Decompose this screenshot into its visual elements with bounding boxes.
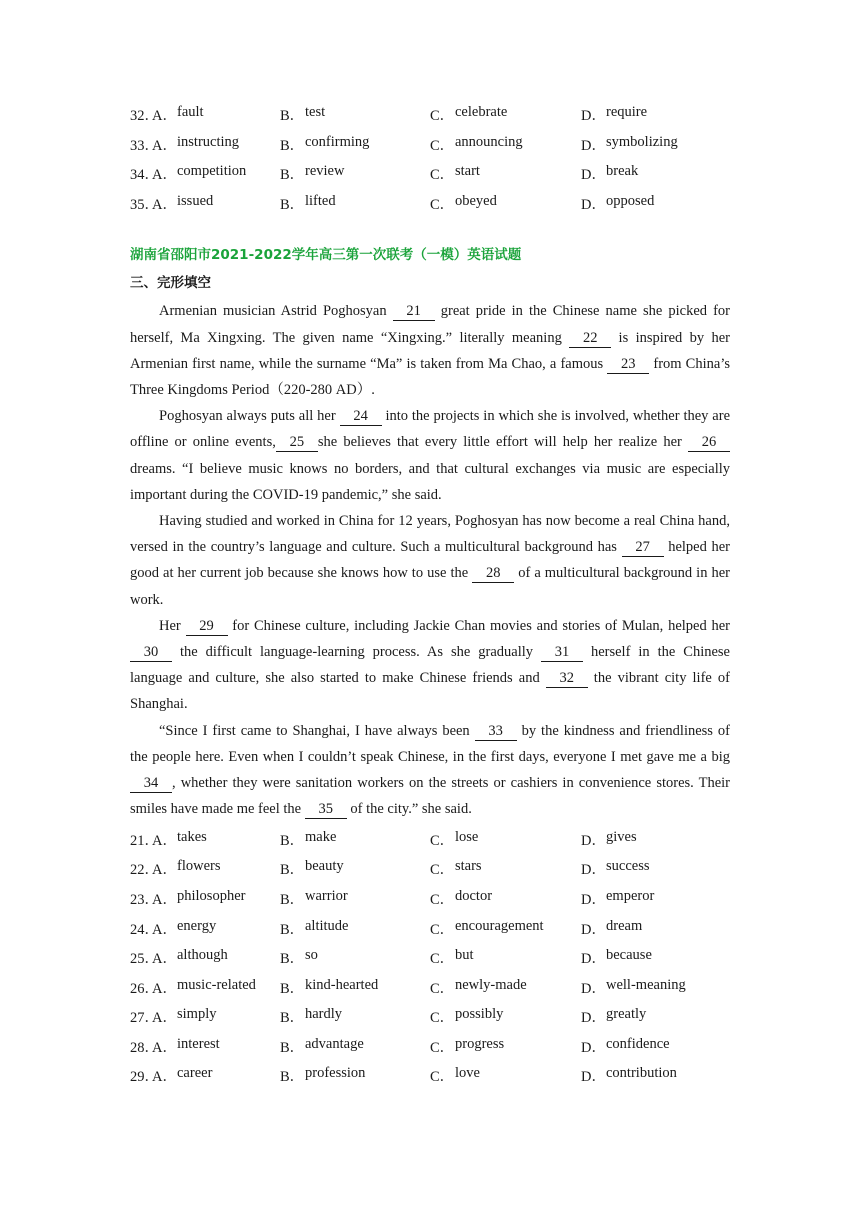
option-word: test <box>305 104 326 121</box>
option-row <box>130 1032 730 1062</box>
option-d <box>581 1006 721 1027</box>
option-b <box>280 947 430 968</box>
option-c <box>430 1006 581 1027</box>
text-run: of the city.” she said. <box>346 801 472 818</box>
option-word: stars <box>455 858 482 875</box>
option-b <box>280 888 430 909</box>
option-b <box>280 829 430 850</box>
option-a <box>152 858 280 879</box>
option-c <box>430 888 581 909</box>
option-c <box>430 977 581 998</box>
option-letter: D． <box>581 1069 606 1086</box>
option-b <box>280 918 430 939</box>
option-d <box>581 918 721 939</box>
option-row <box>130 884 730 914</box>
question-number: 22． <box>130 862 159 879</box>
option-row <box>130 972 730 1002</box>
option-word: warrior <box>305 887 348 904</box>
option-letter: C． <box>430 108 455 125</box>
text-run: Her <box>159 617 186 634</box>
option-a <box>152 193 280 214</box>
option-letter: D． <box>581 1010 606 1027</box>
blank-23: 23 <box>607 355 649 374</box>
option-letter: B． <box>280 951 305 968</box>
option-row <box>130 824 730 854</box>
option-word: although <box>177 947 228 964</box>
option-word: lifted <box>305 193 336 210</box>
option-b <box>280 104 430 125</box>
question-number: 34． <box>130 167 159 184</box>
option-letter: A． <box>152 108 177 125</box>
blank-21: 21 <box>393 302 435 321</box>
text-run: into the projects in which she is involved, whether they are offline or online events, <box>130 408 730 451</box>
option-word: competition <box>177 163 247 180</box>
text-run: great pride in the Chinese name she picked for herself, Ma Xingxing. The given name “Xingxing.” literally meaning <box>130 303 730 346</box>
option-a <box>152 1065 280 1086</box>
option-d <box>581 193 721 214</box>
option-letter: D． <box>581 137 606 154</box>
option-letter: D． <box>581 1039 606 1056</box>
options-list-top <box>130 100 730 218</box>
option-word: celebrate <box>455 104 508 121</box>
question-number: 27． <box>130 1010 159 1027</box>
option-b <box>280 1065 430 1086</box>
option-letter: C． <box>430 1039 455 1056</box>
paragraph-4 <box>130 613 730 718</box>
option-d <box>581 104 721 125</box>
paragraph-3 <box>130 508 730 613</box>
option-word: profession <box>305 1065 366 1082</box>
option-word: advantage <box>305 1035 364 1052</box>
option-letter: C． <box>430 980 455 997</box>
option-word: gives <box>606 828 637 845</box>
option-word: make <box>305 828 337 845</box>
option-word: start <box>455 163 480 180</box>
option-word: because <box>606 947 652 964</box>
question-number: 33． <box>130 137 159 154</box>
option-a <box>152 947 280 968</box>
text-run: “Since I first came to Shanghai, I have always been <box>159 722 475 739</box>
document-page <box>130 100 730 1091</box>
option-letter: B． <box>280 862 305 879</box>
option-c <box>430 1065 581 1086</box>
text-run: by the kindness and friendliness of the people here. Even when I couldn’t speak Chinese, in the first days, everyone I met gave me a big <box>130 722 730 765</box>
blank-34: 34 <box>130 774 172 793</box>
paragraph-2 <box>130 403 730 508</box>
option-letter: C． <box>430 1010 455 1027</box>
option-a <box>152 918 280 939</box>
option-word: instructing <box>177 133 240 150</box>
option-word: hardly <box>305 1006 343 1023</box>
option-a <box>152 1006 280 1027</box>
option-d <box>581 947 721 968</box>
option-word: fault <box>177 104 204 121</box>
option-letter: C． <box>430 197 455 214</box>
option-word: possibly <box>455 1006 504 1023</box>
blank-25: 25 <box>276 433 318 452</box>
option-letter: A． <box>152 891 177 908</box>
option-word: well-meaning <box>606 976 686 993</box>
blank-28: 28 <box>472 564 514 583</box>
options-list-bottom <box>130 824 730 1090</box>
option-letter: B． <box>280 891 305 908</box>
paragraph-1 <box>130 298 730 403</box>
option-letter: C． <box>430 1069 455 1086</box>
option-letter: C． <box>430 167 455 184</box>
option-c <box>430 858 581 879</box>
option-word: symbolizing <box>606 133 678 150</box>
option-b <box>280 1006 430 1027</box>
option-word: obeyed <box>455 193 497 210</box>
blank-30: 30 <box>130 643 172 662</box>
option-b <box>280 858 430 879</box>
question-number: 29． <box>130 1069 159 1086</box>
option-letter: D． <box>581 921 606 938</box>
option-row <box>130 1061 730 1091</box>
blank-32: 32 <box>546 669 588 688</box>
option-letter: C． <box>430 891 455 908</box>
option-b <box>280 1036 430 1057</box>
option-word: newly-made <box>455 976 527 993</box>
option-word: opposed <box>606 193 655 210</box>
option-row <box>130 189 730 219</box>
option-a <box>152 1036 280 1057</box>
option-row <box>130 159 730 189</box>
option-word: kind-hearted <box>305 976 379 993</box>
option-letter: A． <box>152 951 177 968</box>
question-number: 23． <box>130 891 159 908</box>
option-letter: B． <box>280 980 305 997</box>
option-word: success <box>606 858 650 875</box>
option-d <box>581 163 721 184</box>
option-a <box>152 829 280 850</box>
option-letter: B． <box>280 921 305 938</box>
text-run: is inspired by her Armenian first name, while the surname “Ma” is taken from Ma Chao, a famous <box>130 329 731 372</box>
blank-22: 22 <box>569 329 611 348</box>
option-c <box>430 163 581 184</box>
question-number: 28． <box>130 1039 159 1056</box>
option-letter: B． <box>280 137 305 154</box>
text-run: the difficult language-learning process. As she gradually <box>172 644 541 661</box>
option-letter: C． <box>430 951 455 968</box>
option-letter: D． <box>581 197 606 214</box>
option-letter: D． <box>581 167 606 184</box>
option-a <box>152 888 280 909</box>
option-letter: B． <box>280 1069 305 1086</box>
option-word: music-related <box>177 976 256 993</box>
option-letter: D． <box>581 891 606 908</box>
option-b <box>280 977 430 998</box>
option-letter: A． <box>152 1039 177 1056</box>
option-letter: C． <box>430 921 455 938</box>
option-row <box>130 854 730 884</box>
option-letter: C． <box>430 137 455 154</box>
option-word: issued <box>177 193 214 210</box>
option-word: flowers <box>177 858 221 875</box>
option-row <box>130 913 730 943</box>
question-number: 21． <box>130 832 159 849</box>
option-word: confirming <box>305 133 370 150</box>
blank-35: 35 <box>305 800 347 819</box>
text-run: dreams. “I believe music knows no borders, and that cultural exchanges via music are especially important during the COVID-19 pandemic,” she said. <box>130 460 730 503</box>
option-letter: A． <box>152 862 177 879</box>
text-run: Armenian musician Astrid Poghosyan <box>159 303 393 320</box>
option-a <box>152 163 280 184</box>
option-c <box>430 918 581 939</box>
option-letter: D． <box>581 951 606 968</box>
option-word: dream <box>606 917 643 934</box>
blank-24: 24 <box>340 407 382 426</box>
option-word: interest <box>177 1035 220 1052</box>
option-word: takes <box>177 828 207 845</box>
option-a <box>152 977 280 998</box>
option-c <box>430 134 581 155</box>
option-letter: C． <box>430 832 455 849</box>
option-letter: A． <box>152 137 177 154</box>
option-letter: B． <box>280 1039 305 1056</box>
text-run: Having studied and worked in China for 12 years, Poghosyan has now become a real China hand, versed in the country’s language and culture. Such a multicultural background has <box>130 513 730 556</box>
text-run: , whether they were sanitation workers on the streets or cashiers in convenience stores. Their smiles have made me feel the <box>130 775 730 818</box>
option-c <box>430 1036 581 1057</box>
option-word: career <box>177 1065 213 1082</box>
text-run: helped her good at her current job because she knows how to use the <box>130 539 730 582</box>
option-word: so <box>305 947 318 964</box>
option-word: encouragement <box>455 917 544 934</box>
option-a <box>152 104 280 125</box>
question-number: 32． <box>130 108 159 125</box>
option-letter: B． <box>280 832 305 849</box>
option-letter: D． <box>581 108 606 125</box>
option-letter: A． <box>152 832 177 849</box>
option-word: beauty <box>305 858 344 875</box>
blank-33: 33 <box>475 722 517 741</box>
paragraph-5 <box>130 718 730 823</box>
option-letter: D． <box>581 832 606 849</box>
question-number: 26． <box>130 980 159 997</box>
option-row <box>130 100 730 130</box>
question-number: 35． <box>130 197 159 214</box>
text-run: of a multicultural background in her work. <box>130 565 730 608</box>
cloze-passage <box>130 298 730 822</box>
source-title: 湖南省邵阳市2021-2022学年高三第一次联考（一模）英语试题 <box>130 247 522 264</box>
option-letter: D． <box>581 980 606 997</box>
option-word: require <box>606 104 648 121</box>
option-letter: B． <box>280 197 305 214</box>
option-c <box>430 947 581 968</box>
option-letter: B． <box>280 108 305 125</box>
option-letter: A． <box>152 167 177 184</box>
option-word: energy <box>177 917 217 934</box>
option-c <box>430 193 581 214</box>
option-letter: B． <box>280 167 305 184</box>
option-letter: A． <box>152 980 177 997</box>
text-run: she believes that every little effort will help her realize her <box>317 434 688 451</box>
option-d <box>581 829 721 850</box>
option-letter: B． <box>280 1010 305 1027</box>
option-word: love <box>455 1065 480 1082</box>
blank-26: 26 <box>688 433 730 452</box>
option-d <box>581 1036 721 1057</box>
option-word: greatly <box>606 1006 647 1023</box>
text-run: Poghosyan always puts all her <box>159 408 340 425</box>
option-d <box>581 888 721 909</box>
blank-31: 31 <box>541 643 583 662</box>
option-letter: C． <box>430 862 455 879</box>
option-row <box>130 943 730 973</box>
option-c <box>430 104 581 125</box>
question-number: 25． <box>130 951 159 968</box>
option-b <box>280 163 430 184</box>
option-word: review <box>305 163 345 180</box>
option-letter: A． <box>152 921 177 938</box>
option-word: progress <box>455 1035 505 1052</box>
option-word: but <box>455 947 474 964</box>
option-word: lose <box>455 828 479 845</box>
option-word: break <box>606 163 639 180</box>
section-title: 三、完形填空 <box>130 275 211 292</box>
option-letter: A． <box>152 1010 177 1027</box>
option-row <box>130 1002 730 1032</box>
option-letter: D． <box>581 862 606 879</box>
text-run: for Chinese culture, including Jackie Chan movies and stories of Mulan, helped her <box>227 617 730 634</box>
option-d <box>581 1065 721 1086</box>
option-word: emperor <box>606 887 655 904</box>
option-d <box>581 858 721 879</box>
option-word: doctor <box>455 887 493 904</box>
option-b <box>280 193 430 214</box>
blank-27: 27 <box>622 538 664 557</box>
option-row <box>130 130 730 160</box>
text-run: herself in the Chinese language and culture, she also started to make Chinese friends and <box>130 644 730 687</box>
blank-29: 29 <box>186 617 228 636</box>
option-letter: A． <box>152 197 177 214</box>
option-letter: A． <box>152 1069 177 1086</box>
option-d <box>581 134 721 155</box>
option-word: contribution <box>606 1065 677 1082</box>
text-run: from China’s Three Kingdoms Period（220-280 AD）. <box>130 355 730 398</box>
option-word: altitude <box>305 917 349 934</box>
option-word: announcing <box>455 133 523 150</box>
option-a <box>152 134 280 155</box>
text-run: the vibrant city life of Shanghai. <box>130 670 730 713</box>
option-b <box>280 134 430 155</box>
question-number: 24． <box>130 921 159 938</box>
option-c <box>430 829 581 850</box>
option-word: simply <box>177 1006 217 1023</box>
option-word: confidence <box>606 1035 670 1052</box>
option-word: philosopher <box>177 887 246 904</box>
option-d <box>581 977 721 998</box>
